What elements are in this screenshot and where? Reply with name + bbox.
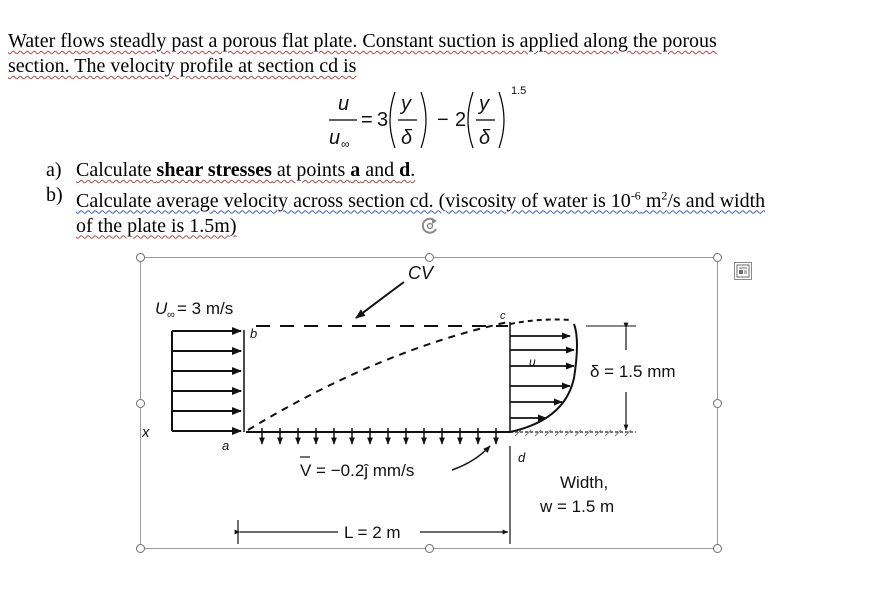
- cv-label: CV: [408, 263, 434, 283]
- problem-line-1: Water flows steadly past a porous flat plate. Constant suction is applied along the porous: [8, 30, 717, 52]
- point-d-label: d: [518, 450, 526, 465]
- formula-y-1: y: [401, 93, 411, 115]
- formula-exponent: 1.5: [511, 85, 527, 97]
- question-a-text: Calculate shear stresses at points a and d.: [76, 159, 416, 181]
- question-b-label: b): [46, 184, 63, 206]
- width-label: Width,: [560, 473, 609, 492]
- question-a-label: a): [46, 159, 62, 181]
- formula-y-2: y: [479, 93, 489, 115]
- point-b-label: b: [250, 326, 258, 341]
- formula-inf-sub: ∞: [341, 137, 350, 151]
- formula-delta-2: δ: [479, 127, 491, 149]
- cv-pointer-arrow: [356, 282, 404, 318]
- question-b-text-cont: of the plate is 1.5m): [76, 214, 237, 237]
- delta-label: δ = 1.5 mm: [590, 362, 676, 381]
- point-c-label: c: [500, 310, 506, 322]
- point-a-label: a: [222, 438, 230, 453]
- formula-coef-2: 2: [455, 109, 467, 131]
- u-inf-symbol: U: [155, 299, 168, 318]
- x-axis-label: x: [142, 424, 150, 441]
- outlet-velocity-arrows: [510, 336, 574, 418]
- formula-u: u: [338, 93, 350, 115]
- u-inf-subscript: ∞: [167, 309, 175, 321]
- suction-arrows: [262, 428, 496, 444]
- width-value: w = 1.5 m: [540, 497, 615, 516]
- u-profile-label: u: [529, 355, 536, 369]
- formula-coef-3: 3: [377, 109, 389, 131]
- formula-delta-1: δ: [401, 127, 413, 149]
- suction-pointer-arrow: [452, 446, 490, 470]
- length-label: L = 2 m: [344, 523, 401, 542]
- cv-top-extension: [510, 320, 572, 325]
- boundary-layer-edge: [248, 322, 508, 430]
- problem-line-2: section. The velocity profile at section cd is: [8, 55, 357, 77]
- u-inf-value: = 3 m/s: [177, 299, 234, 318]
- suction-velocity-label: V = −0.2ĵ mm/s: [300, 461, 415, 480]
- formula-u-inf: u: [329, 127, 341, 149]
- formula-equals: =: [361, 109, 373, 131]
- outlet-velocity-profile: [510, 324, 577, 432]
- formula-minus: −: [437, 109, 449, 131]
- question-b-text: Calculate average velocity across section cd. (viscosity of water is $10^{-6}$ $m^2/s$ and width: [76, 188, 766, 212]
- inlet-velocity-arrows: [172, 331, 241, 431]
